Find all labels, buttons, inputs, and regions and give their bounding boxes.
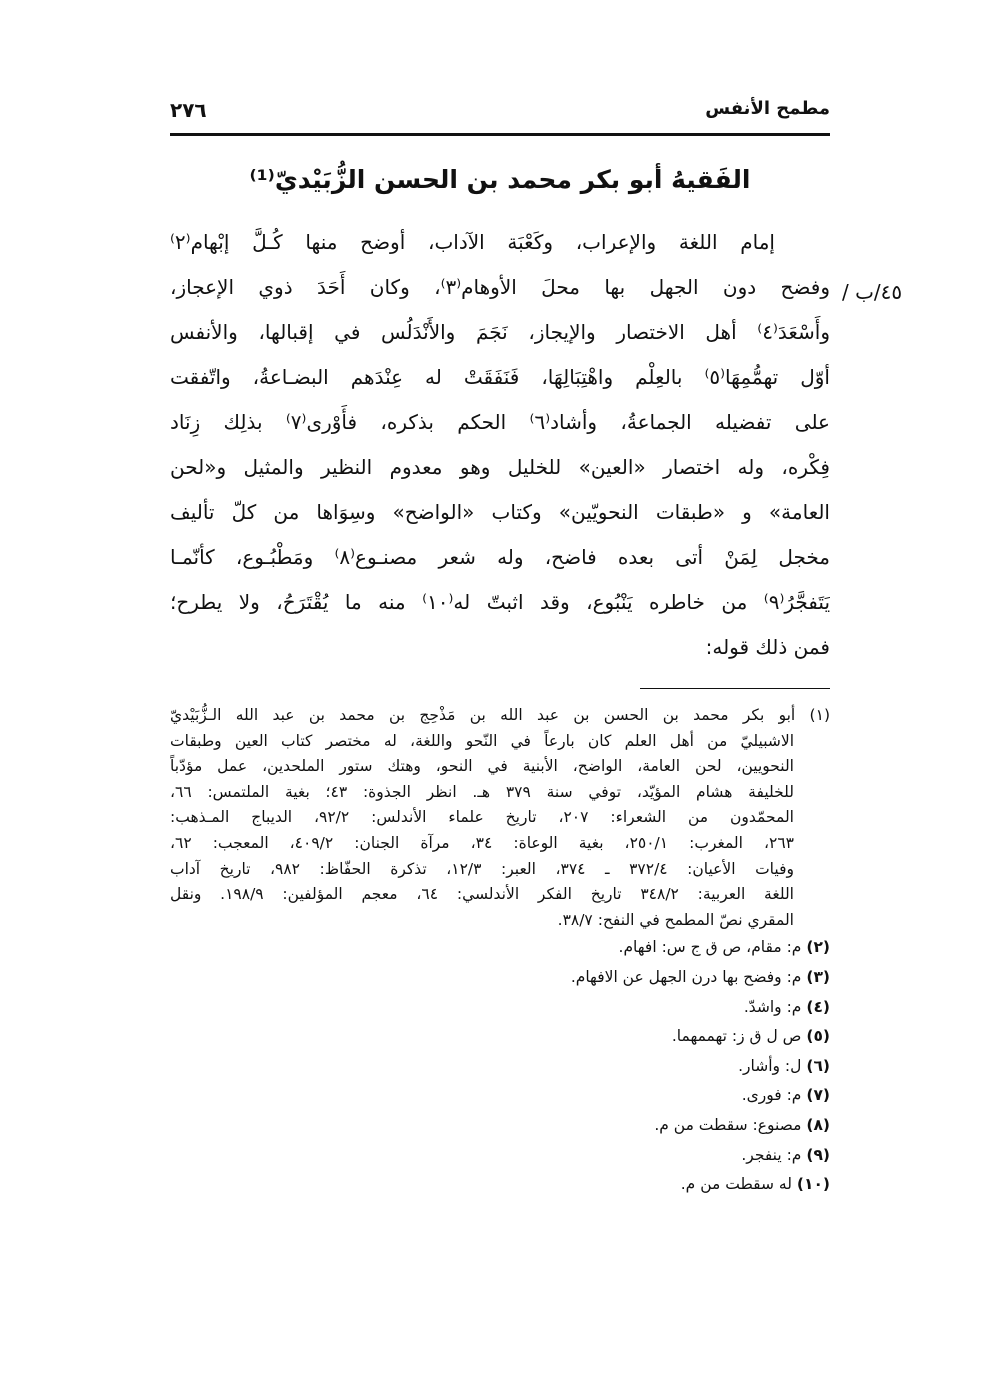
footnote-text: له سقطت من م. <box>680 1175 792 1194</box>
footnote-item <box>170 1170 830 1200</box>
footnote-number: (٩) <box>806 1145 830 1164</box>
footnote-number: (٦) <box>806 1056 830 1075</box>
footnote-item <box>170 1022 830 1052</box>
footnote-number: (٥) <box>806 1027 830 1046</box>
running-title: مطمح الأنفس <box>705 98 830 119</box>
footnote-number: (٤) <box>806 997 830 1016</box>
body-line: فمن ذلك قوله: <box>705 635 830 659</box>
body-paragraph <box>170 220 830 670</box>
footnote-line: (١) أبو بكر محمد بن الحسن بن عبد الله بن مَذْحِج بن محمد بن عبد الله الـزُّبَيْديّ <box>170 706 830 724</box>
footnote-text: ل: وأشار. <box>738 1056 802 1075</box>
footnote-item <box>170 963 830 993</box>
footnote-text: م: وفضح بها درن الجهل عن الافهام. <box>570 967 802 986</box>
footnote-line: المحمّدون من الشعراء: ٢٠٧، تاريخ علماء الأندلس: ٩٢/٢، الديباج المـذهب: <box>170 808 794 827</box>
footnote-line: المقري نصّ المطمح في النفح: ٣٨/٧. <box>557 910 794 929</box>
footnote-text: م: ينفجر. <box>741 1145 802 1164</box>
footnote-number: (١٠) <box>796 1175 830 1194</box>
footnote-text: م: فورى. <box>741 1086 802 1105</box>
footnote-item <box>170 1111 830 1141</box>
footnote-number: (٣) <box>806 967 830 986</box>
footnotes <box>170 703 830 1200</box>
body-line: وفضح دون الجهل بها محلَ الأوهام⁽٣⁾، وكان أَحَدَ ذوي الإعجاز، <box>170 275 830 299</box>
body-line: وأَسْعَدَ⁽٤⁾ أهل الاختصار والإيجاز، نَجَمَ والأَنْدَلُس في إقبالها، والأنفس <box>170 320 830 344</box>
page-header <box>170 98 830 128</box>
body-line: مخجل لِمَنْ أتى بعده فاضح، وله شعر مصنـوع⁽٨⁾ ومَطْبُـوع، كأنّمـا <box>170 545 830 569</box>
body-line: إمام اللغة والإعراب، وكَعْبَة الآداب، أوضح منها كُـلَّ إبْهام⁽٢⁾ <box>170 230 775 254</box>
body-line: أوّل تهمُّمِهَا⁽٥⁾ بالعِلْم واهْتِبَالِهَا، فَنَفَقَتْ له عِنْدَهم البضـاعةُ، واتّفقت <box>170 365 830 389</box>
footnote-line: الاشبيليّ من أهل العلم كان بارعاً في النّحو واللغة، له مختصر كتاب العين وطبقات <box>170 731 794 750</box>
entry-title: الفَقيهُ أبو بكر محمد بن الحسن الزُّبَيْديّ⁽¹⁾ <box>249 165 751 194</box>
header-rule <box>170 133 830 136</box>
manuscript-folio-marker: ٤٥/ب / <box>842 280 903 304</box>
footnote-line: اللغة العربية: ٣٤٨/٢ تاريخ الفكر الأندلسي: ٦٤، معجم المؤلفين: ١٩٨/٩. ونقل <box>170 885 794 904</box>
page-number: ٢٧٦ <box>170 98 207 122</box>
footnote-item <box>170 993 830 1023</box>
footnote-number: (٢) <box>806 938 830 957</box>
footnote-item <box>170 1052 830 1082</box>
footnote-line: ٢٦٣، المغرب: ٢٥٠/١، بغية الوعاة: ٣٤، مرآة الجنان: ٤٠٩/٢، المعجب: ٦٢، <box>170 833 794 852</box>
footnote-line: وفيات الأعيان: ٣٧٢/٤ ـ ٣٧٤، العبر: ١٢/٣، تذكرة الحفّاظ: ٩٨٢، تاريخ آداب <box>170 859 794 878</box>
body-line: على تفضيله الجماعةُ، وأشاد⁽٦⁾ الحكم بذكره، فأَوْرى⁽٧⁾ بذلِك زِنَاد <box>170 410 830 434</box>
footnote-text: م: مقام، ص ق ج س: افهام. <box>618 938 802 957</box>
footnote-line: للخليفة هشام المؤيّد، توفي سنة ٣٧٩ هـ. انظر الجذوة: ٤٣؛ بغية الملتمس: ٦٦، <box>170 782 794 801</box>
footnote-text: مصنوع: سقطت من م. <box>654 1115 802 1134</box>
body-line: فِكْره، وله اختصار «العين» للخليل وهو معدوم النظير والمثيل و«لحن <box>170 455 830 479</box>
body-line: العامة» و «طبقات النحويّين» وكتاب «الواضح» وسِوَاها من كلّ تأليف <box>170 500 830 524</box>
body-line: يَتَفجَّرُ⁽٩⁾ من خاطره يَنْبُوع، وقد اثبتّ له⁽١٠⁾ منه ما يُقْتَرَحُ، ولا يطرح؛ <box>170 590 830 614</box>
footnote-separator <box>640 688 830 689</box>
footnote-item <box>170 1141 830 1171</box>
footnote-item <box>170 1081 830 1111</box>
footnote-text: م: واشدّ. <box>743 997 802 1016</box>
footnote-1 <box>170 703 830 933</box>
footnote-text: ص ل ق ز: تهممهما. <box>671 1027 802 1046</box>
footnote-line: النحويين، لحن العامة، الواضح، الأبنية في النحو، وهتك ستور الملحدين، عمل مؤدّباً <box>170 757 794 776</box>
footnote-number: (٧) <box>806 1086 830 1105</box>
footnote-item <box>170 933 830 963</box>
footnote-number: (٨) <box>806 1115 830 1134</box>
